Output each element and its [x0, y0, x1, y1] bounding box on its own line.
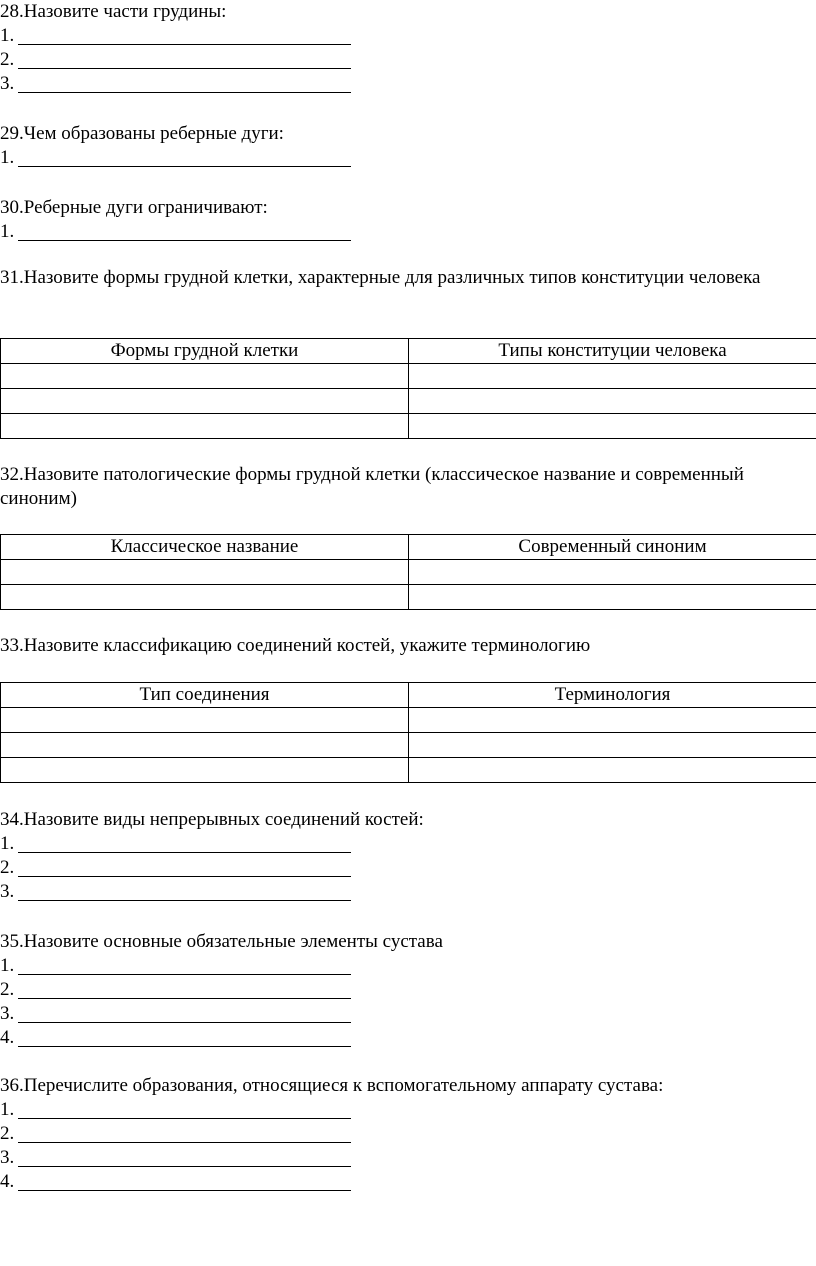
table-32 [0, 534, 816, 610]
table-cell[interactable] [1, 733, 409, 758]
answer-line-28-1[interactable]: 1. [0, 24, 14, 48]
table-cell[interactable] [1, 389, 409, 414]
table-cell[interactable] [409, 414, 816, 439]
table-cell[interactable] [409, 560, 816, 585]
table-32-header-2: Современный синоним [409, 535, 816, 560]
table-cell[interactable] [1, 758, 409, 783]
table-cell[interactable] [409, 389, 816, 414]
table-33-header-2: Терминология [409, 683, 816, 708]
question-34: 34.Назовите виды непрерывных соединений костей: [0, 809, 424, 830]
answer-line-36-1[interactable]: 1. [0, 1098, 14, 1122]
table-row [1, 560, 816, 585]
answer-line-35-3[interactable]: 3. [0, 1002, 14, 1026]
question-33: 33.Назовите классификацию соединений костей, укажите терминологию [0, 635, 591, 656]
table-row [1, 585, 816, 610]
table-cell[interactable] [1, 708, 409, 733]
table-cell[interactable] [1, 585, 409, 610]
answer-line-28-2[interactable]: 2. [0, 48, 14, 72]
answer-line-28-3[interactable]: 3. [0, 72, 14, 96]
answer-line-36-2[interactable]: 2. [0, 1122, 14, 1146]
question-30: 30.Реберные дуги ограничивают: [0, 197, 268, 218]
answer-line-34-1[interactable]: 1. [0, 832, 14, 856]
table-cell[interactable] [1, 414, 409, 439]
table-cell[interactable] [409, 733, 816, 758]
table-cell[interactable] [409, 758, 816, 783]
question-35: 35.Назовите основные обязательные элементы сустава [0, 931, 443, 952]
table-33-header-1: Тип соединения [1, 683, 409, 708]
question-32: 32.Назовите патологические формы грудной клетки (классическое название и современный синоним) [0, 464, 744, 509]
table-33 [0, 682, 816, 783]
answer-line-29-1[interactable]: 1. [0, 146, 14, 170]
table-row [1, 708, 816, 733]
answer-line-35-2[interactable]: 2. [0, 978, 14, 1002]
table-cell[interactable] [1, 364, 409, 389]
table-cell[interactable] [409, 708, 816, 733]
table-row [1, 733, 816, 758]
answer-line-34-2[interactable]: 2. [0, 856, 14, 880]
question-28: 28.Назовите части грудины: [0, 1, 227, 22]
answer-line-30-1[interactable]: 1. [0, 220, 14, 244]
answer-line-35-1[interactable]: 1. [0, 954, 14, 978]
table-cell[interactable] [409, 585, 816, 610]
question-36: 36.Перечислите образования, относящиеся к вспомогательному аппарату сустава: [0, 1075, 664, 1096]
table-cell[interactable] [1, 560, 409, 585]
table-32-header-1: Классическое название [1, 535, 409, 560]
table-row [1, 758, 816, 783]
table-31-header-2: Типы конституции человека [409, 339, 816, 364]
table-31-header-1: Формы грудной клетки [1, 339, 409, 364]
answer-line-35-4[interactable]: 4. [0, 1026, 14, 1050]
table-row [1, 389, 816, 414]
table-row [1, 364, 816, 389]
table-row [1, 414, 816, 439]
answer-line-36-4[interactable]: 4. [0, 1170, 14, 1194]
answer-line-36-3[interactable]: 3. [0, 1146, 14, 1170]
table-31 [0, 338, 816, 439]
table-cell[interactable] [409, 364, 816, 389]
question-29: 29.Чем образованы реберные дуги: [0, 123, 284, 144]
question-31: 31.Назовите формы грудной клетки, характерные для различных типов конституции человека [0, 267, 761, 288]
answer-line-34-3[interactable]: 3. [0, 880, 14, 904]
